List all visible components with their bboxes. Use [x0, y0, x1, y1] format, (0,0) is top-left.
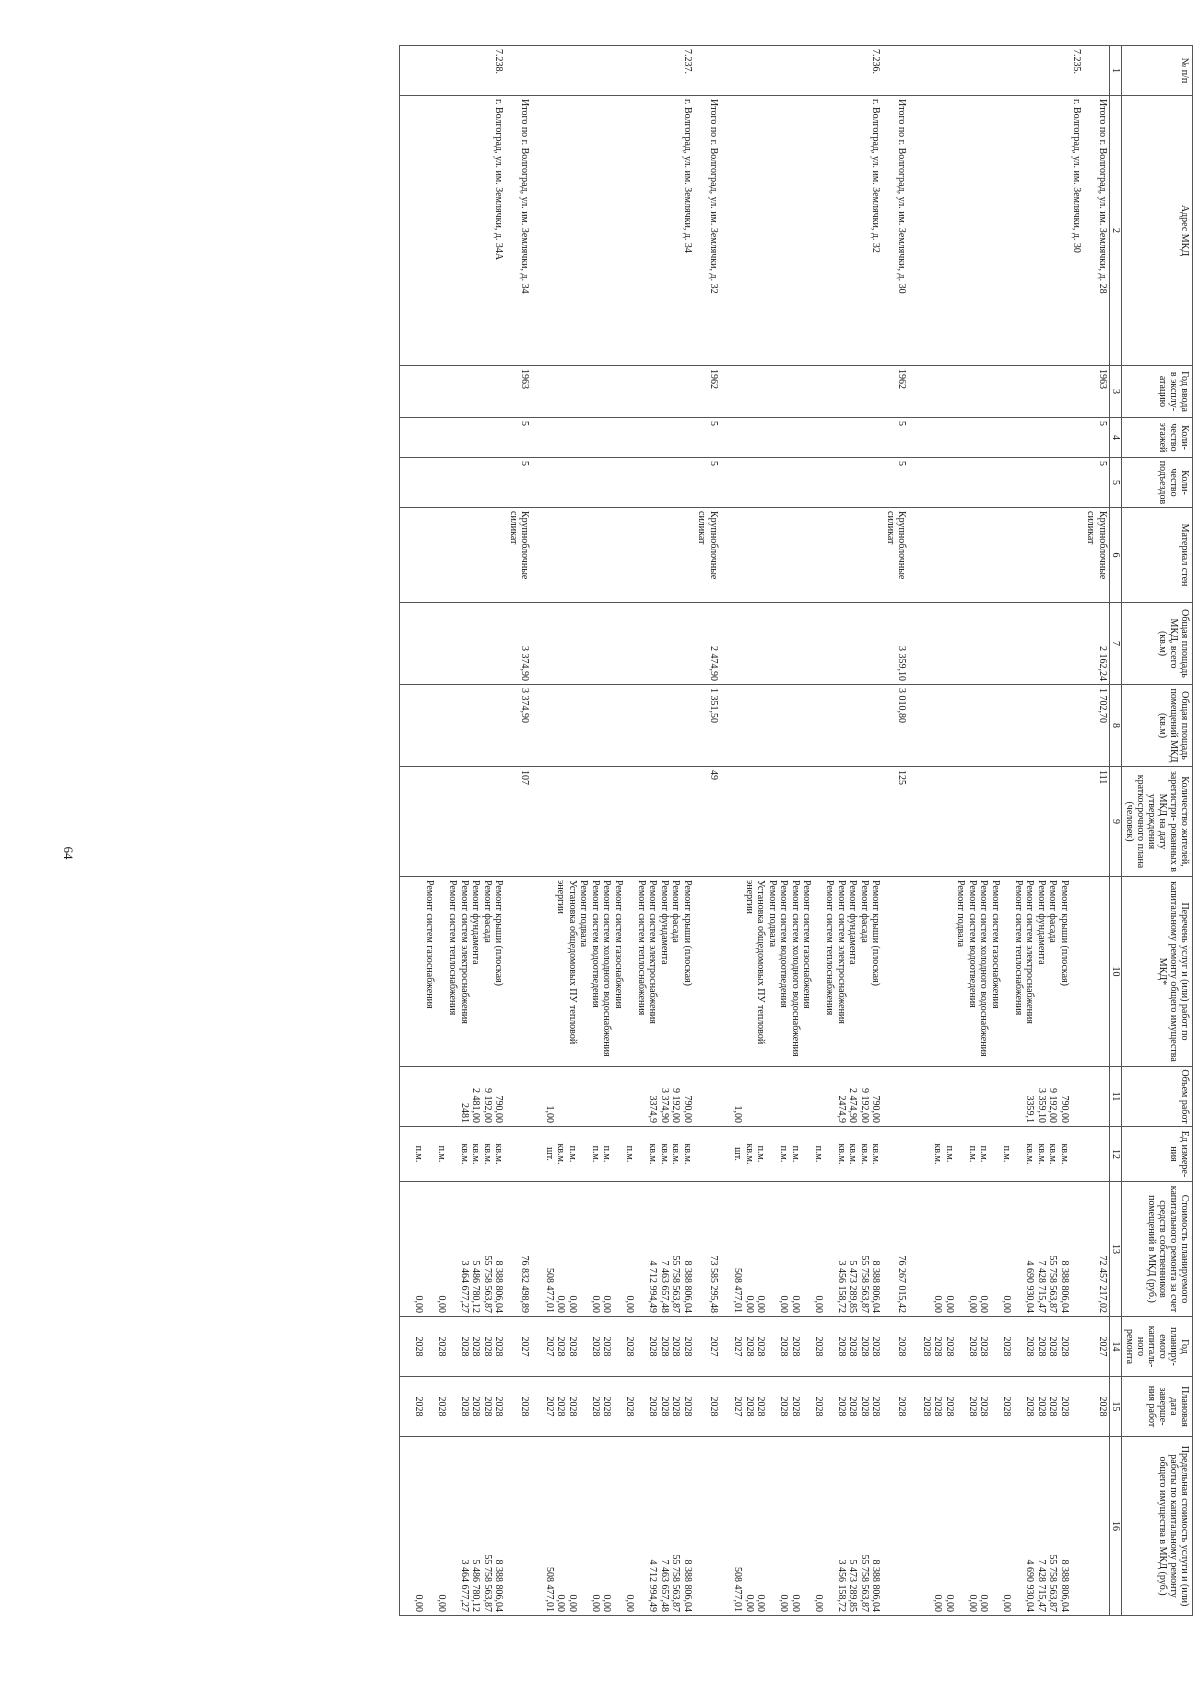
block-number: 7.236. — [720, 46, 884, 96]
limits-list: 8 388 806,04 55 758 563,87 5 473 289,85 3 456 158,72 0,00 0,00 0,00 0,00 0,00 508 477,01 — [720, 1437, 884, 1616]
plan-years-list: 2028 2028 2028 2028 2028 2028 — [400, 1317, 507, 1377]
header-cost: Стоимость планируемого капитального ремонта за счет средств собственников помещений в МКД (руб.) — [1122, 1182, 1193, 1317]
total-area: 2 474,90 — [695, 603, 720, 685]
block-entrances — [532, 458, 696, 508]
total-unit — [1084, 1127, 1110, 1182]
block-area — [400, 603, 507, 685]
units-list: кв.м. кв.м. кв.м. кв.м. п.м. п.м. — [400, 1127, 507, 1182]
total-year: 1963 — [507, 366, 532, 418]
header-volume: Объем работ — [1122, 1067, 1193, 1127]
block-residents — [532, 767, 696, 877]
total-floors: 5 — [507, 418, 532, 458]
rotated-table-wrapper — [123, 45, 1193, 1615]
address-block-row — [720, 46, 884, 1616]
total-limit — [507, 1437, 532, 1616]
block-rooms-area — [720, 685, 884, 767]
total-volume — [1084, 1067, 1110, 1127]
total-year: 1962 — [695, 366, 720, 418]
block-floors — [720, 418, 884, 458]
block-area — [909, 603, 1085, 685]
block-floors — [532, 418, 696, 458]
block-area — [720, 603, 884, 685]
block-area — [532, 603, 696, 685]
column-number: 16 — [1110, 1437, 1122, 1616]
total-label: Итого по г. Волгоград, ул. им. Землячки, д. 28 — [1084, 96, 1110, 366]
total-works — [1084, 877, 1110, 1067]
total-area: 3 374,90 — [507, 603, 532, 685]
column-number: 5 — [1110, 458, 1122, 508]
block-walls — [400, 508, 507, 603]
total-floors: 5 — [695, 418, 720, 458]
header-number: № п/п — [1122, 46, 1193, 96]
volumes-list: 790,00 9 192,00 3 359,10 3359,1 — [909, 1067, 1085, 1127]
block-residents — [720, 767, 884, 877]
total-label: Итого по г. Волгоград, ул. им. Землячки, д. 30 — [884, 96, 909, 366]
total-walls: Крупноблочные силикат — [884, 508, 909, 603]
total-number — [884, 46, 909, 96]
column-numbers-row — [1110, 46, 1122, 1616]
works-list: Ремонт крыши (плоская) Ремонт фасада Ремонт фундамента Ремонт систем электроснабжения Ремонт систем теплоснабжения Ремонт систем газоснабжения — [400, 877, 507, 1067]
total-walls: Крупноблочные силикат — [507, 508, 532, 603]
address-block-row — [909, 46, 1085, 1616]
total-number — [695, 46, 720, 96]
table-header — [1110, 46, 1193, 1616]
limits-list: 8 388 806,04 55 758 563,87 7 428 715,47 4 690 930,04 0,00 0,00 0,00 0,00 0,00 — [909, 1437, 1085, 1616]
header-rooms-area: Общая площадь помещений МКД (кв.м) — [1122, 685, 1193, 767]
total-floors: 5 — [884, 418, 909, 458]
total-row — [884, 46, 909, 1616]
block-walls — [532, 508, 696, 603]
total-cost: 73 585 295,48 — [695, 1182, 720, 1317]
block-year — [400, 366, 507, 418]
block-walls — [909, 508, 1085, 603]
total-row — [1084, 46, 1110, 1616]
header-end-date: Плановая дата заверше- ния работ — [1122, 1377, 1193, 1437]
column-number: 3 — [1110, 366, 1122, 418]
column-number: 6 — [1110, 508, 1122, 603]
total-limit — [884, 1437, 909, 1616]
block-walls — [720, 508, 884, 603]
block-residents — [400, 767, 507, 877]
plan-years-list: 2028 2028 2028 2028 2028 2028 2028 2028 2028 2027 — [720, 1317, 884, 1377]
total-walls: Крупноблочные силикат — [695, 508, 720, 603]
block-rooms-area — [532, 685, 696, 767]
total-works — [507, 877, 532, 1067]
total-rooms-area: 3 010,80 — [884, 685, 909, 767]
costs-list: 8 388 806,04 55 758 563,87 5 473 289,85 3 456 158,72 0,00 0,00 0,00 0,00 0,00 508 477,01 — [720, 1182, 884, 1317]
costs-list: 8 388 806,04 55 758 563,87 7 463 657,48 4 712 994,49 0,00 0,00 0,00 0,00 0,00 508 477,01 — [532, 1182, 696, 1317]
header-row — [1122, 46, 1193, 1616]
total-residents: 107 — [507, 767, 532, 877]
column-number: 12 — [1110, 1127, 1122, 1182]
column-number: 2 — [1110, 96, 1122, 366]
costs-list: 8 388 806,04 55 758 563,87 5 486 780,12 3 464 677,27 0,00 0,00 — [400, 1182, 507, 1317]
volumes-list: 790,00 9 192,00 2 474,90 2474,9 1,00 — [720, 1067, 884, 1127]
limits-list: 8 388 806,04 55 758 563,87 5 486 780,12 3 464 677,27 0,00 0,00 — [400, 1437, 507, 1616]
block-year — [720, 366, 884, 418]
total-volume — [507, 1067, 532, 1127]
header-plan-year: Год планиру- емого капиталь- ного ремонта — [1122, 1317, 1193, 1377]
column-number: 7 — [1110, 603, 1122, 685]
header-year-built: Год ввода в эксплу- атацию — [1122, 366, 1193, 418]
header-wall-material: Материал стен — [1122, 508, 1193, 603]
total-year: 1962 — [884, 366, 909, 418]
end-years-list: 2028 2028 2028 2028 2028 2028 — [400, 1377, 507, 1437]
end-years-list: 2028 2028 2028 2028 2028 2028 2028 2028 2028 2027 — [532, 1377, 696, 1437]
units-list: кв.м. кв.м. кв.м. кв.м. п.м. п.м. п.м. п.м. кв.м. — [909, 1127, 1085, 1182]
header-limit-cost: Предельная стоимость услуги и (или) работы по капитальному ремонту общего имущества в МКД (руб.) — [1122, 1437, 1193, 1616]
block-address: г. Волгоград, ул. им. Землячки, д. 34 — [532, 96, 696, 366]
total-limit — [695, 1437, 720, 1616]
end-years-list: 2028 2028 2028 2028 2028 2028 2028 2028 2028 2028 — [909, 1377, 1085, 1437]
block-rooms-area — [909, 685, 1085, 767]
volumes-list: 790,00 9 192,00 3 374,90 3374,9 1,00 — [532, 1067, 696, 1127]
column-number: 14 — [1110, 1317, 1122, 1377]
total-volume — [884, 1067, 909, 1127]
column-number: 1 — [1110, 46, 1122, 96]
header-unit: Ед измере- ния — [1122, 1127, 1193, 1182]
total-end-year: 2028 — [507, 1377, 532, 1437]
total-walls: Крупноблочные силикат — [1084, 508, 1110, 603]
total-cost: 72 457 217,02 — [1084, 1182, 1110, 1317]
total-works — [884, 877, 909, 1067]
block-address: г. Волгоград, ул. им. Землячки, д. 30 — [909, 96, 1085, 366]
total-unit — [507, 1127, 532, 1182]
total-end-year: 2028 — [884, 1377, 909, 1437]
end-years-list: 2028 2028 2028 2028 2028 2028 2028 2028 2028 2027 — [720, 1377, 884, 1437]
total-unit — [884, 1127, 909, 1182]
volumes-list: 790,00 9 192,00 2 481,00 2481 — [400, 1067, 507, 1127]
total-year: 1963 — [1084, 366, 1110, 418]
total-area: 2 162,24 — [1084, 603, 1110, 685]
page-number: 64 — [61, 846, 76, 860]
total-plan-year: 2027 — [695, 1317, 720, 1377]
total-volume — [695, 1067, 720, 1127]
block-floors — [400, 418, 507, 458]
total-entrances: 5 — [1084, 458, 1110, 508]
block-year — [909, 366, 1085, 418]
header-entrances: Коли- чество подъездов — [1122, 458, 1193, 508]
header-floors: Коли- чество этажей — [1122, 418, 1193, 458]
block-entrances — [909, 458, 1085, 508]
total-rooms-area: 1 351,50 — [695, 685, 720, 767]
block-number: 7.238. — [400, 46, 507, 96]
block-address: г. Волгоград, ул. им. Землячки, д. 34А — [400, 96, 507, 366]
total-cost: 76 832 498,89 — [507, 1182, 532, 1317]
column-number: 10 — [1110, 877, 1122, 1067]
total-cost: 76 267 015,42 — [884, 1182, 909, 1317]
block-entrances — [400, 458, 507, 508]
total-entrances: 5 — [507, 458, 532, 508]
address-block-row — [400, 46, 507, 1616]
column-number: 15 — [1110, 1377, 1122, 1437]
plan-years-list: 2028 2028 2028 2028 2028 2028 2028 2028 2028 2028 — [909, 1317, 1085, 1377]
header-address: Адрес МКД — [1122, 96, 1193, 366]
block-entrances — [720, 458, 884, 508]
total-entrances: 5 — [884, 458, 909, 508]
total-area: 3 359,10 — [884, 603, 909, 685]
total-residents: 111 — [1084, 767, 1110, 877]
total-number — [1084, 46, 1110, 96]
capital-repair-plan-table — [400, 45, 1194, 1616]
block-address: г. Волгоград, ул. им. Землячки, д. 32 — [720, 96, 884, 366]
limits-list: 8 388 806,04 55 758 563,87 7 463 657,48 4 712 994,49 0,00 0,00 0,00 0,00 0,00 508 477,01 — [532, 1437, 696, 1616]
total-plan-year: 2028 — [884, 1317, 909, 1377]
block-year — [532, 366, 696, 418]
total-row — [507, 46, 532, 1616]
costs-list: 8 388 806,04 55 758 563,87 7 428 715,47 4 690 930,04 0,00 0,00 0,00 0,00 0,00 — [909, 1182, 1085, 1317]
works-list: Ремонт крыши (плоская) Ремонт фасада Ремонт фундамента Ремонт систем электроснабжения Ремонт систем теплоснабжения Ремонт систем газоснабжения Ремонт систем холодного водоснабжения Ремонт систем водоотведения Ремонт подвала Установка общедомовых ПУ тепловой энергии — [720, 877, 884, 1067]
block-number: 7.235. — [909, 46, 1085, 96]
address-block-row — [532, 46, 696, 1616]
column-number: 9 — [1110, 767, 1122, 877]
plan-years-list: 2028 2028 2028 2028 2028 2028 2028 2028 2028 2027 — [532, 1317, 696, 1377]
works-list: Ремонт крыши (плоская) Ремонт фасада Ремонт фундамента Ремонт систем электроснабжения Ремонт систем теплоснабжения Ремонт систем газоснабжения Ремонт систем холодного водоснабжения Ремонт систем водоотведения Ремонт подвала — [909, 877, 1085, 1067]
block-number: 7.237. — [532, 46, 696, 96]
total-end-year: 2028 — [1084, 1377, 1110, 1437]
units-list: кв.м. кв.м. кв.м. кв.м. п.м. п.м. п.м. п.м. кв.м. шт. — [532, 1127, 696, 1182]
total-unit — [695, 1127, 720, 1182]
header-total-area: Общая площадь МКД, всего (кв.м) — [1122, 603, 1193, 685]
total-limit — [1084, 1437, 1110, 1616]
block-residents — [909, 767, 1085, 877]
column-number: 8 — [1110, 685, 1122, 767]
total-label: Итого по г. Волгоград, ул. им. Землячки, д. 32 — [695, 96, 720, 366]
column-number: 4 — [1110, 418, 1122, 458]
total-plan-year: 2027 — [1084, 1317, 1110, 1377]
total-row — [695, 46, 720, 1616]
works-list: Ремонт крыши (плоская) Ремонт фасада Ремонт фундамента Ремонт систем электроснабжения Ремонт систем теплоснабжения Ремонт систем газоснабжения Ремонт систем холодного водоснабжения Ремонт систем водоотведения Ремонт подвала Установка общедомовых ПУ тепловой энергии — [532, 877, 696, 1067]
total-number — [507, 46, 532, 96]
header-works-list: Перечень услуг и (или) работ по капитальному ремонту общего имущества МКД* — [1122, 877, 1193, 1067]
block-rooms-area — [400, 685, 507, 767]
total-works — [695, 877, 720, 1067]
total-end-year: 2028 — [695, 1377, 720, 1437]
units-list: кв.м. кв.м. кв.м. кв.м. п.м. п.м. п.м. п.м. кв.м. шт. — [720, 1127, 884, 1182]
total-label: Итого по г. Волгоград, ул. им. Землячки, д. 34 — [507, 96, 532, 366]
total-entrances: 5 — [695, 458, 720, 508]
total-rooms-area: 3 374,90 — [507, 685, 532, 767]
column-number: 11 — [1110, 1067, 1122, 1127]
block-floors — [909, 418, 1085, 458]
total-residents: 49 — [695, 767, 720, 877]
header-residents: Количество жителей, зарегистри- рованных в МКД на дату утверждения краткосрочного плана (человек) — [1122, 767, 1193, 877]
total-residents: 125 — [884, 767, 909, 877]
total-rooms-area: 1 702,70 — [1084, 685, 1110, 767]
column-number: 13 — [1110, 1182, 1122, 1317]
total-plan-year: 2027 — [507, 1317, 532, 1377]
total-floors: 5 — [1084, 418, 1110, 458]
